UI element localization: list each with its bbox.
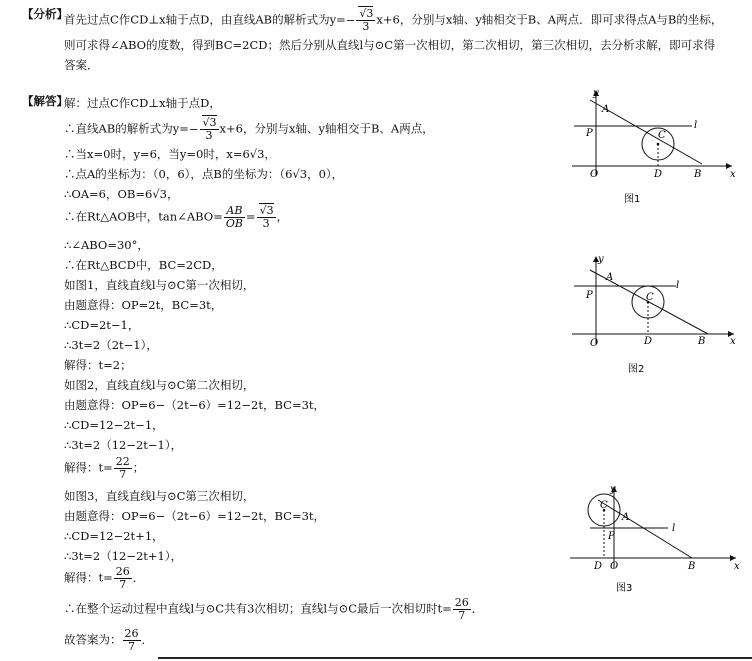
label: C [658, 130, 666, 141]
label: O [590, 169, 599, 180]
label: A [606, 272, 614, 283]
analysis-line-2: 则可求得∠ABO的度数，得到BC=2CD；然后分别从直线l与⊙C第一次相切，第二次相切，第三次相切，去分析求解，即可求得 [64, 38, 716, 52]
bottom-rule [158, 657, 752, 659]
solution-line: ∴在整个运动过程中直线l与⊙C共有3次相切；直线l与⊙C最后一次相切时t= $\frac{26}{7}$ ． [64, 596, 484, 622]
label: O [590, 338, 599, 349]
solution-text: 解得：t= [64, 570, 113, 585]
solution-line: ∴OA=6，OB=6√3， [64, 187, 179, 201]
solution-line: 由题意得：OP=6−（2t−6）=12−2t，BC=3t， [64, 398, 326, 412]
analysis-text-1b: x+6，分别与x轴、y轴相交于B、A两点．即可求得点A与B的坐标， [376, 12, 723, 27]
label: B [698, 336, 706, 347]
solution-text: ∴在整个运动过程中直线l与⊙C共有3次相切；直线l与⊙C最后一次相切时t= [64, 601, 452, 616]
label: O [610, 561, 619, 572]
solution-line: 解得：t=2； [64, 358, 132, 372]
solution-line: 由题意得：OP=6−（2t−6）=12−2t，BC=3t， [64, 509, 326, 523]
label: l [672, 523, 676, 534]
solution-line: ∴CD=2t−1， [64, 318, 140, 332]
line-ab [598, 500, 692, 558]
analysis-line-1 [64, 8, 722, 33]
solution-text: ∴在Rt△AOB中，tan∠ABO= [64, 209, 223, 224]
label: l [694, 120, 698, 131]
solution-line: 解得：t= $\frac{22}{7}$ ； [64, 455, 145, 481]
label: x [730, 336, 736, 347]
solution-line: ∴当x=0时，y=6，当y=0时，x=6√3， [64, 147, 276, 161]
solution-text: 解得：t= [64, 460, 113, 475]
label: l [676, 280, 680, 291]
label: y [593, 88, 599, 99]
solution-line: 如图3，直线直线l与⊙C第三次相切， [64, 489, 255, 503]
label: P [586, 290, 593, 301]
label: D [594, 561, 603, 572]
analysis-tag: 【分析】 [22, 7, 68, 21]
solution-line: ∴在Rt△BCD中，BC=2CD， [64, 258, 223, 272]
figure-caption: 图3 [616, 583, 633, 594]
solution-line: 解：过点C作CD⊥x轴于点D， [64, 96, 221, 110]
figure-caption: 图1 [624, 194, 641, 205]
label: D [644, 336, 653, 347]
solution-line: ∴点A的坐标为：（0，6），点B的坐标为：（6√3，0）， [64, 167, 344, 181]
figure-1 [562, 84, 747, 209]
solution-line: ∴3t=2（12−2t+1）， [64, 549, 183, 563]
figure-3 [562, 480, 747, 598]
label: B [694, 169, 702, 180]
solution-text: x+6，分别与x轴、y轴相交于B、A两点， [219, 121, 434, 136]
label: y [598, 254, 604, 265]
solution-tag: 【解答】 [22, 94, 68, 108]
analysis-line-3: 答案． [64, 58, 99, 72]
label: x [734, 561, 740, 572]
figure-2 [562, 250, 747, 375]
label: P [586, 128, 593, 139]
solution-line: ∴CD=12−2t+1， [64, 529, 164, 543]
label: C [600, 500, 608, 511]
label: B [688, 561, 696, 572]
solution-line: ∴3t=2（12−2t−1）， [64, 438, 183, 452]
label: C [646, 292, 654, 303]
solution-line: ∴在Rt△AOB中，tan∠ABO= $\frac{AB}{OB}$ = $\frac{√3}{3}$ ， [64, 204, 289, 230]
solution-line: 解得：t= $\frac{26}{7}$ ． [64, 565, 145, 591]
solution-line: ∴∠ABO=30°， [64, 238, 149, 252]
solution-line: 如图1，直线直线l与⊙C第一次相切， [64, 278, 255, 292]
slope-fraction: − $\frac{√3}{3}$ [345, 7, 374, 33]
solution-text: 故答案为： [64, 632, 122, 647]
solution-line: ∴CD=12−2t−1， [64, 418, 164, 432]
solution-line: 由题意得：OP=2t，BC=3t， [64, 298, 223, 312]
solution-line: 如图2，直线直线l与⊙C第二次相切， [64, 378, 255, 392]
solution-text: ∴直线AB的解析式为y= [64, 121, 189, 136]
analysis-text-1a: 首先过点C作CD⊥x轴于点D，由直线AB的解析式为y= [64, 12, 346, 27]
label: A [622, 512, 630, 523]
label: P [608, 531, 615, 542]
solution-line: ∴3t=2（2t−1）， [64, 338, 158, 352]
solution-line: 故答案为： $\frac{26}{7}$ ． [64, 627, 153, 653]
solution-line: ∴直线AB的解析式为y=− $\frac{√3}{3}$ x+6，分别与x轴、y轴相交于B、A两点， [64, 116, 434, 142]
label: x [730, 169, 736, 180]
label: D [654, 169, 663, 180]
figure-caption: 图2 [628, 364, 645, 375]
label: A [602, 104, 610, 115]
label: y [610, 484, 616, 495]
